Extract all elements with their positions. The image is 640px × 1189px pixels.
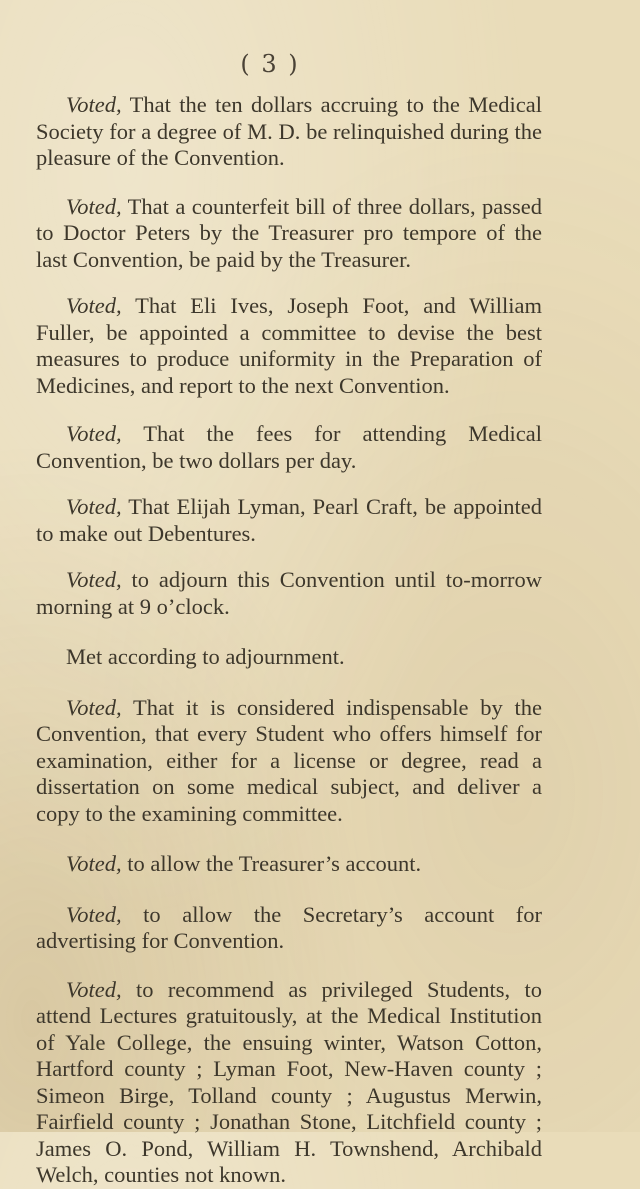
paragraph-lead: Voted, (66, 293, 122, 318)
paragraph-9 (36, 851, 542, 878)
paragraph-1 (36, 92, 542, 172)
paragraph-lead: Voted, (66, 567, 122, 592)
paragraph-text: That the fees for attending Medical Convention, be two dollars per day. (36, 421, 542, 473)
paragraph-6 (36, 567, 542, 620)
paragraph-lead: Voted, (66, 976, 122, 1002)
paragraph-8 (36, 695, 542, 828)
paragraph-3 (36, 293, 542, 399)
paragraph-lead: Voted, (66, 901, 122, 927)
document-body (36, 92, 542, 1189)
paragraph-text: Met according to adjournment. (66, 644, 345, 669)
paragraph-lead: Voted, (66, 851, 122, 876)
paragraph-lead: Voted, (66, 494, 122, 519)
page-number: ( 3 ) (240, 50, 300, 78)
paragraph-lead: Voted, (66, 421, 122, 446)
paragraph-text: to adjourn this Convention until to-morrow morning at 9 o’clock. (36, 567, 542, 619)
paragraph-11 (36, 977, 542, 1189)
paragraph-lead: Voted, (66, 92, 122, 117)
paragraph-2 (36, 194, 542, 274)
paragraph-text: to allow the Secretary’s account for advertising for Convention. (36, 901, 542, 953)
paragraph-5 (36, 494, 542, 547)
paragraph-4 (36, 421, 542, 474)
paragraph-lead: Voted, (66, 193, 122, 219)
paragraph-text: That the ten dollars accruing to the Medical Society for a degree of M. D. be relinquished during the pleasure of the Convention. (36, 92, 542, 170)
paragraph-lead: Voted, (66, 694, 122, 720)
paragraph-text: That a counterfeit bill of three dollars, passed to Doctor Peters by the Treasurer pro tempore of the last Convention, be paid by the Treasurer. (36, 193, 542, 272)
paragraph-10 (36, 902, 542, 955)
paragraph-7 (36, 644, 542, 671)
paragraph-text: That Elijah Lyman, Pearl Craft, be appointed to make out Debentures. (36, 494, 542, 546)
paragraph-text: That it is considered indispensable by the Convention, that every Student who offers himself for examination, either for a license or degree, read a dissertation on some medical subject, and deliver a copy to the examining committee. (36, 694, 542, 826)
paragraph-text: That Eli Ives, Joseph Foot, and William Fuller, be appointed a committee to devise the best measures to produce uniformity in the Preparation of Medicines, and report to the next Convention. (36, 293, 542, 398)
paragraph-text: to recommend as privileged Students, to attend Lectures gratuitously, at the Medical Institution of Yale College, the ensuing winter, Watson Cotton, Hartford county ; Lyman Foot, New-Haven county ; Simeon Birge, Tolland county ; Augustus Merwin, Fairfield county ; Jonathan Stone, Litchfield county ; James O. Pond, William H. Townshend, Archibald Welch, counties not known. (36, 976, 542, 1187)
paragraph-text: to allow the Treasurer’s account. (121, 851, 422, 876)
